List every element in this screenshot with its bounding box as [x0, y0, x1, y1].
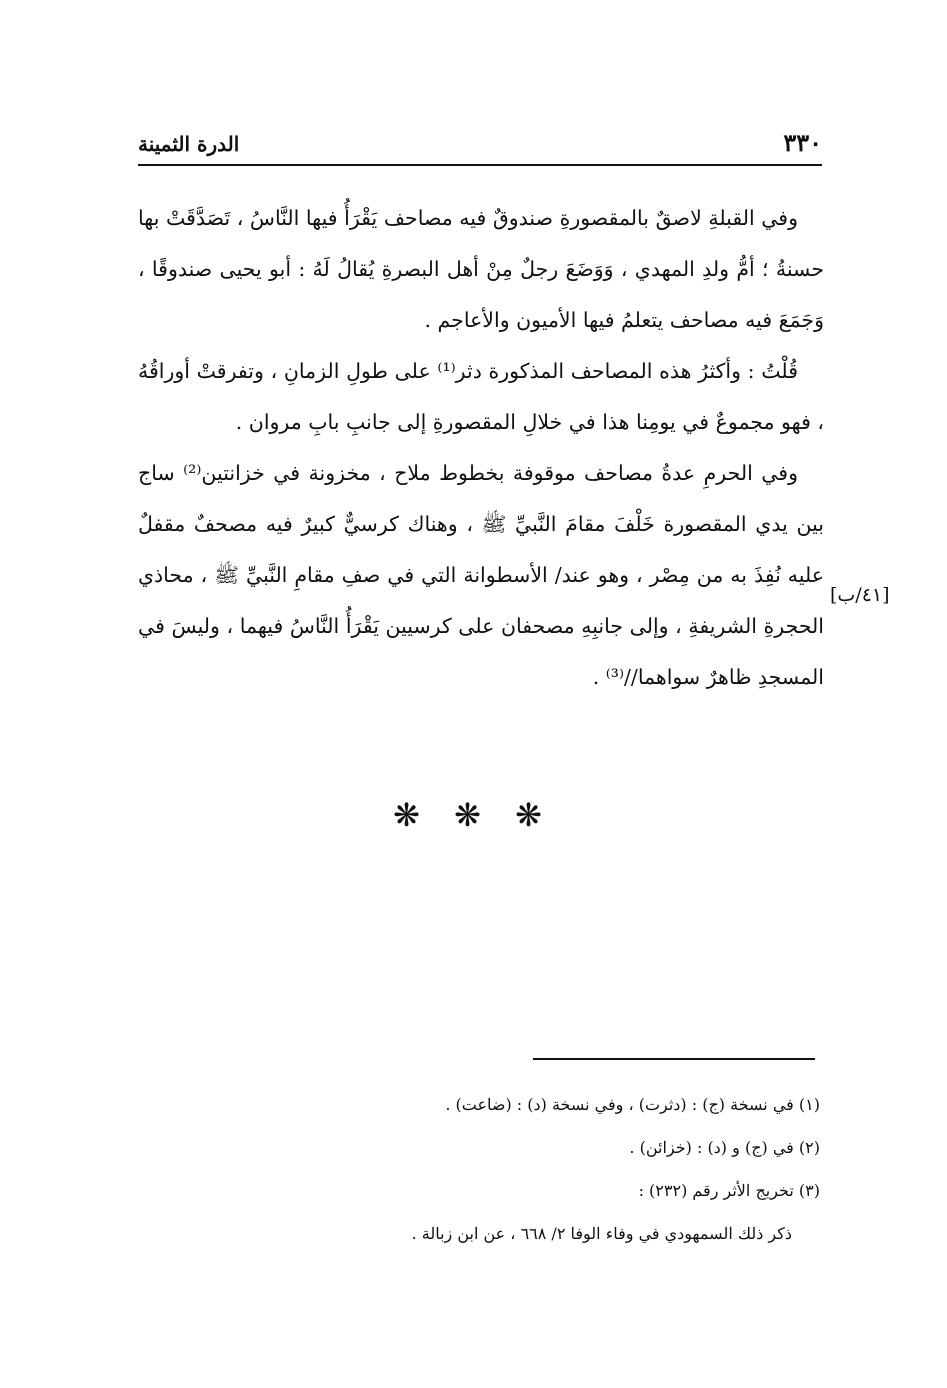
footnote-continuation: ذكر ذلك السمهودي في وفاء الوفا ٢/ ٦٦٨ ، عن ابن زبالة .	[411, 1224, 792, 1243]
page-header	[138, 128, 822, 164]
paragraph	[138, 193, 824, 346]
paragraph-text: قُلْتُ : وأكثرُ هذه المصاحف المذكورة دثر⁽¹⁾ على طولِ الزمانِ ، وتفرقتْ أوراقُهُ ، فهو مجموعٌ في يومِنا هذا في خلالِ المقصورةِ إلى جانبِ بابِ مروان .	[138, 359, 824, 434]
footnote-rule	[533, 1058, 815, 1060]
page-number: ٣٣٠	[783, 128, 822, 157]
running-title: الدرة الثمينة	[138, 132, 240, 156]
footnote: (١) في نسخة (ج) : (دثرت) ، وفي نسخة (د) : (ضاعت) .	[445, 1095, 820, 1114]
footnote: (٣) تخريج الأثر رقم (٢٣٢) :	[638, 1181, 820, 1200]
paragraph-text: وفي القبلةِ لاصقٌ بالمقصورةِ صندوقٌ فيه مصاحف يَقْرَأُ فيها النَّاسُ ، تَصَدَّقَتْ بها حسنةُ ؛ أمُّ ولدِ المهدي ، وَوَضَعَ رجلٌ مِنْ أهل البصرةِ يُقالُ لَهُ : أبو يحيى صندوقًا ، وَجَمَعَ فيه مصاحف يتعلمُ فيها الأميون والأعاجم .	[138, 206, 824, 332]
manuscript-folio-reference: [٤١/ب]	[830, 584, 890, 606]
main-text	[138, 193, 824, 703]
paragraph	[138, 448, 824, 703]
section-ornament: ❋ ❋ ❋	[393, 796, 554, 834]
header-rule	[138, 164, 822, 166]
paragraph-text: وفي الحرمِ عدةُ مصاحف موقوفة بخطوط ملاح ، مخزونة في خزانتين⁽²⁾ ساج بين يدي المقصورة خَلْفَ مقامَ النَّبيِّ ﷺ ، وهناك كرسيٌّ كبيرٌ فيه مصحفٌ مقفلٌ عليه نُفِذَ به من مِصْر ، وهو عند/ الأسطوانة التي في صفِ مقامِ النَّبيِّ ﷺ ، محاذي الحجرةِ الشريفةِ ، وإلى جانبِهِ مصحفان على كرسيين يَقْرَأُ النَّاسُ فيهما ، وليسَ في المسجدِ ظاهرٌ سواهما//⁽³⁾ .	[138, 461, 824, 689]
footnotes	[300, 1083, 820, 1255]
paragraph	[138, 346, 824, 448]
footnote: (٢) في (ج) و (د) : (خزائن) .	[629, 1138, 820, 1157]
